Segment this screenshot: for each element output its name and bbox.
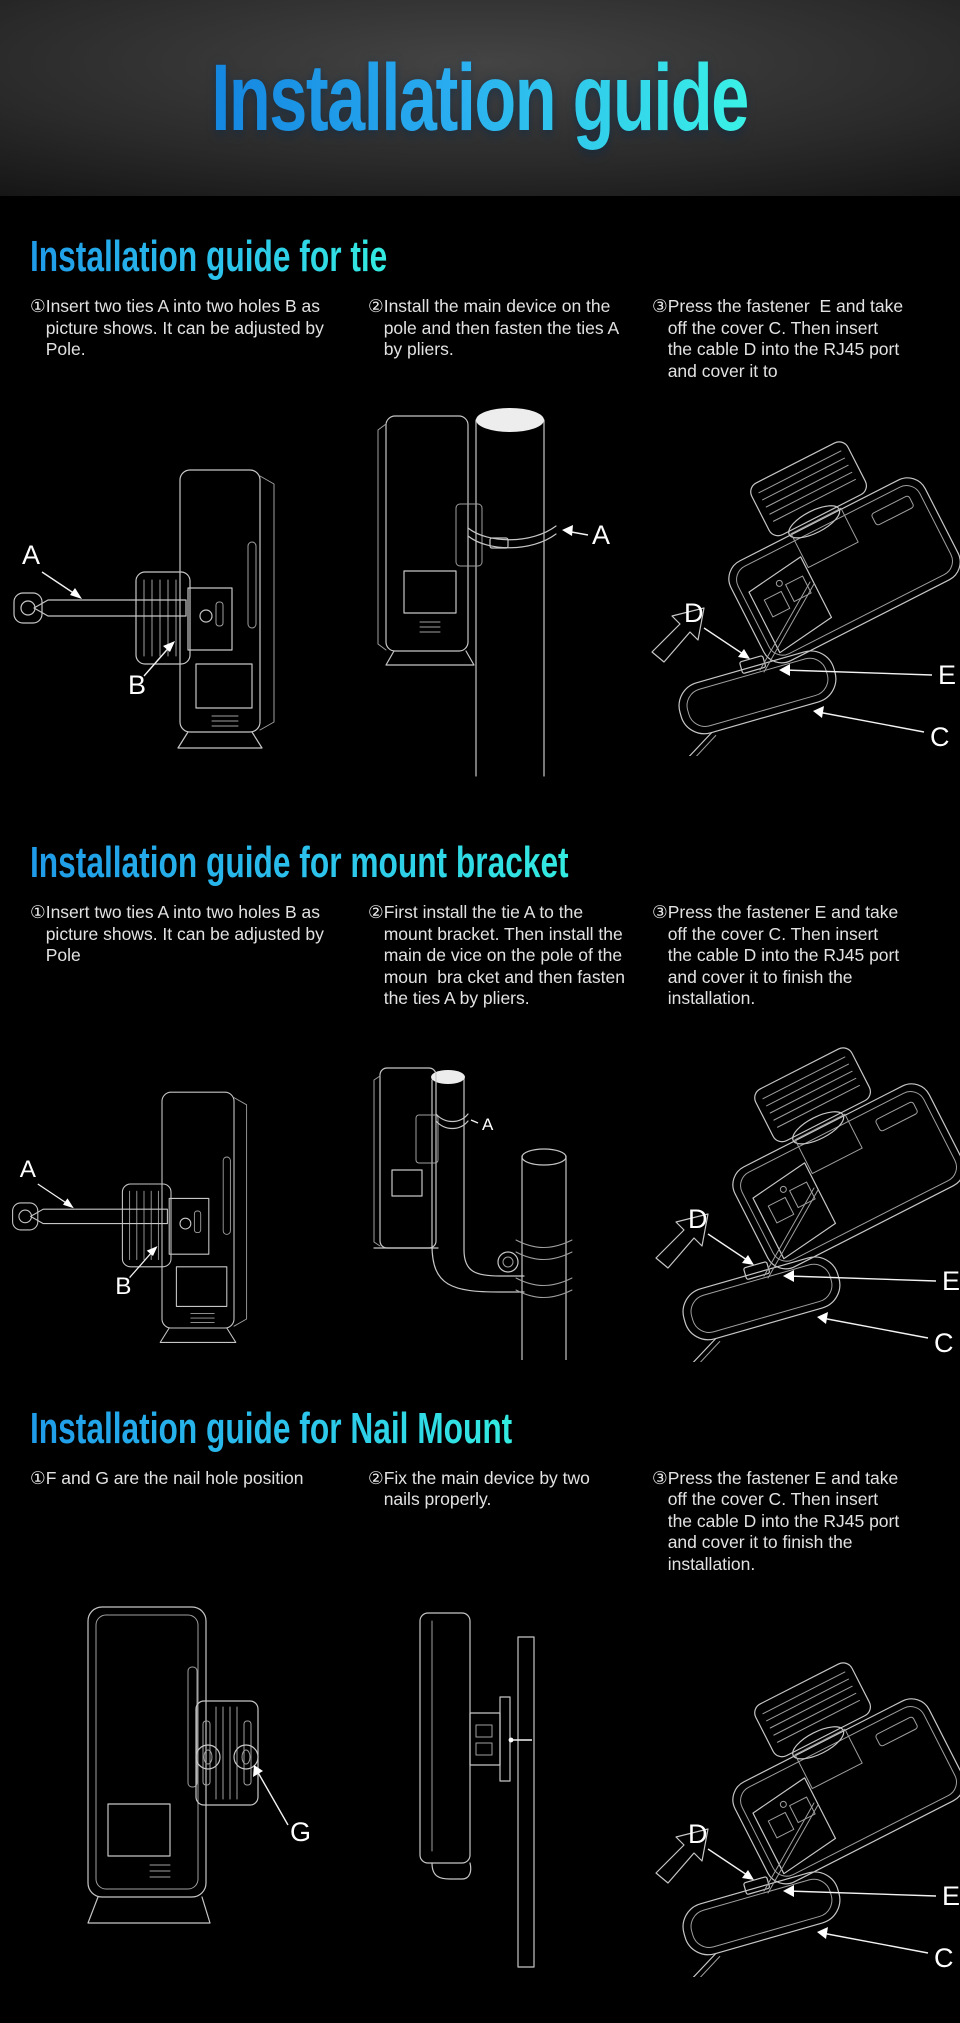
section-mount-bracket bbox=[0, 784, 960, 1362]
part-label-c: C bbox=[930, 722, 950, 752]
step-text: Insert two ties A into two holes B as picture shows. It can be adjusted by Pole bbox=[46, 902, 342, 967]
step-text: F and G are the nail hole position bbox=[46, 1468, 304, 1490]
step-number: ① bbox=[30, 296, 46, 318]
part-label-b: B bbox=[115, 1272, 131, 1299]
section-nail-mount bbox=[0, 1362, 960, 2023]
step-1 bbox=[30, 902, 368, 967]
section-nail-figures bbox=[30, 1585, 960, 2023]
figure-device-side-tie bbox=[0, 392, 320, 782]
section-nail-heading: Installation guide for Nail Mount bbox=[30, 1404, 512, 1454]
step-number: ① bbox=[30, 1468, 46, 1490]
step-text: Press the fastener E and take off the cover C. Then insert the cable D into the RJ45 port and cover it to finish the installation. bbox=[668, 1468, 906, 1576]
section-tie-heading: Installation guide for tie bbox=[30, 232, 387, 282]
step-2 bbox=[368, 902, 652, 1010]
step-number: ① bbox=[30, 902, 46, 924]
step-number: ③ bbox=[652, 1468, 668, 1490]
step-text: Fix the main device by two nails properly. bbox=[384, 1468, 626, 1511]
part-label-d: D bbox=[688, 1819, 708, 1849]
step-3 bbox=[652, 1468, 932, 1576]
step-2 bbox=[368, 1468, 652, 1511]
part-label-a: A bbox=[592, 520, 610, 550]
step-3 bbox=[652, 902, 932, 1010]
step-text: Insert two ties A into two holes B as picture shows. It can be adjusted by Pole. bbox=[46, 296, 342, 361]
part-label-d: D bbox=[684, 598, 704, 628]
step-text: Press the fastener E and take off the cover C. Then insert the cable D into the RJ45 port and cover it to finish the installation. bbox=[668, 902, 906, 1010]
step-number: ② bbox=[368, 296, 384, 318]
part-label-g: G bbox=[290, 1817, 311, 1847]
step-1 bbox=[30, 296, 368, 361]
part-label-a: A bbox=[20, 1155, 37, 1182]
step-2 bbox=[368, 296, 652, 361]
part-label-a: A bbox=[482, 1115, 494, 1134]
section-tie bbox=[0, 196, 960, 784]
step-text: First install the tie A to the mount bracket. Then install the main de vice on the pole of the moun bra cket and then fasten the ties A by pliers. bbox=[384, 902, 626, 1010]
step-3 bbox=[652, 296, 932, 382]
part-label-e: E bbox=[942, 1881, 960, 1911]
part-label-e: E bbox=[942, 1266, 960, 1296]
figure-exploded-cover bbox=[646, 1641, 960, 1977]
section-tie-steps bbox=[30, 296, 960, 382]
part-label-c: C bbox=[934, 1328, 954, 1358]
figure-nail-holes bbox=[46, 1589, 366, 2009]
step-number: ② bbox=[368, 1468, 384, 1490]
figure-device-on-pole bbox=[360, 386, 640, 782]
figure-exploded-cover bbox=[646, 1026, 960, 1362]
part-label-b: B bbox=[128, 670, 146, 700]
section-bracket-figures bbox=[30, 1020, 960, 1362]
step-text: Press the fastener E and take off the cover C. Then insert the cable D into the RJ45 port and cover it to bbox=[668, 296, 906, 382]
figure-device-on-plank bbox=[380, 1585, 660, 2021]
figure-mount-bracket-pole bbox=[360, 1020, 660, 1360]
section-bracket-heading: Installation guide for mount bracket bbox=[30, 838, 569, 888]
figure-exploded-cover bbox=[642, 420, 960, 756]
step-1 bbox=[30, 1468, 368, 1490]
title-banner bbox=[0, 0, 960, 196]
section-bracket-steps bbox=[30, 902, 960, 1010]
step-text: Install the main device on the pole and then fasten the ties A by pliers. bbox=[384, 296, 626, 361]
part-label-d: D bbox=[688, 1204, 708, 1234]
part-label-a: A bbox=[22, 540, 40, 570]
step-number: ③ bbox=[652, 296, 668, 318]
step-number: ② bbox=[368, 902, 384, 924]
section-tie-figures bbox=[30, 392, 960, 784]
part-label-c: C bbox=[934, 1943, 954, 1973]
step-number: ③ bbox=[652, 902, 668, 924]
page-title: Installation guide bbox=[212, 44, 749, 153]
section-nail-steps bbox=[30, 1468, 960, 1576]
figure-device-side-tie bbox=[0, 1022, 288, 1373]
part-label-e: E bbox=[938, 660, 956, 690]
